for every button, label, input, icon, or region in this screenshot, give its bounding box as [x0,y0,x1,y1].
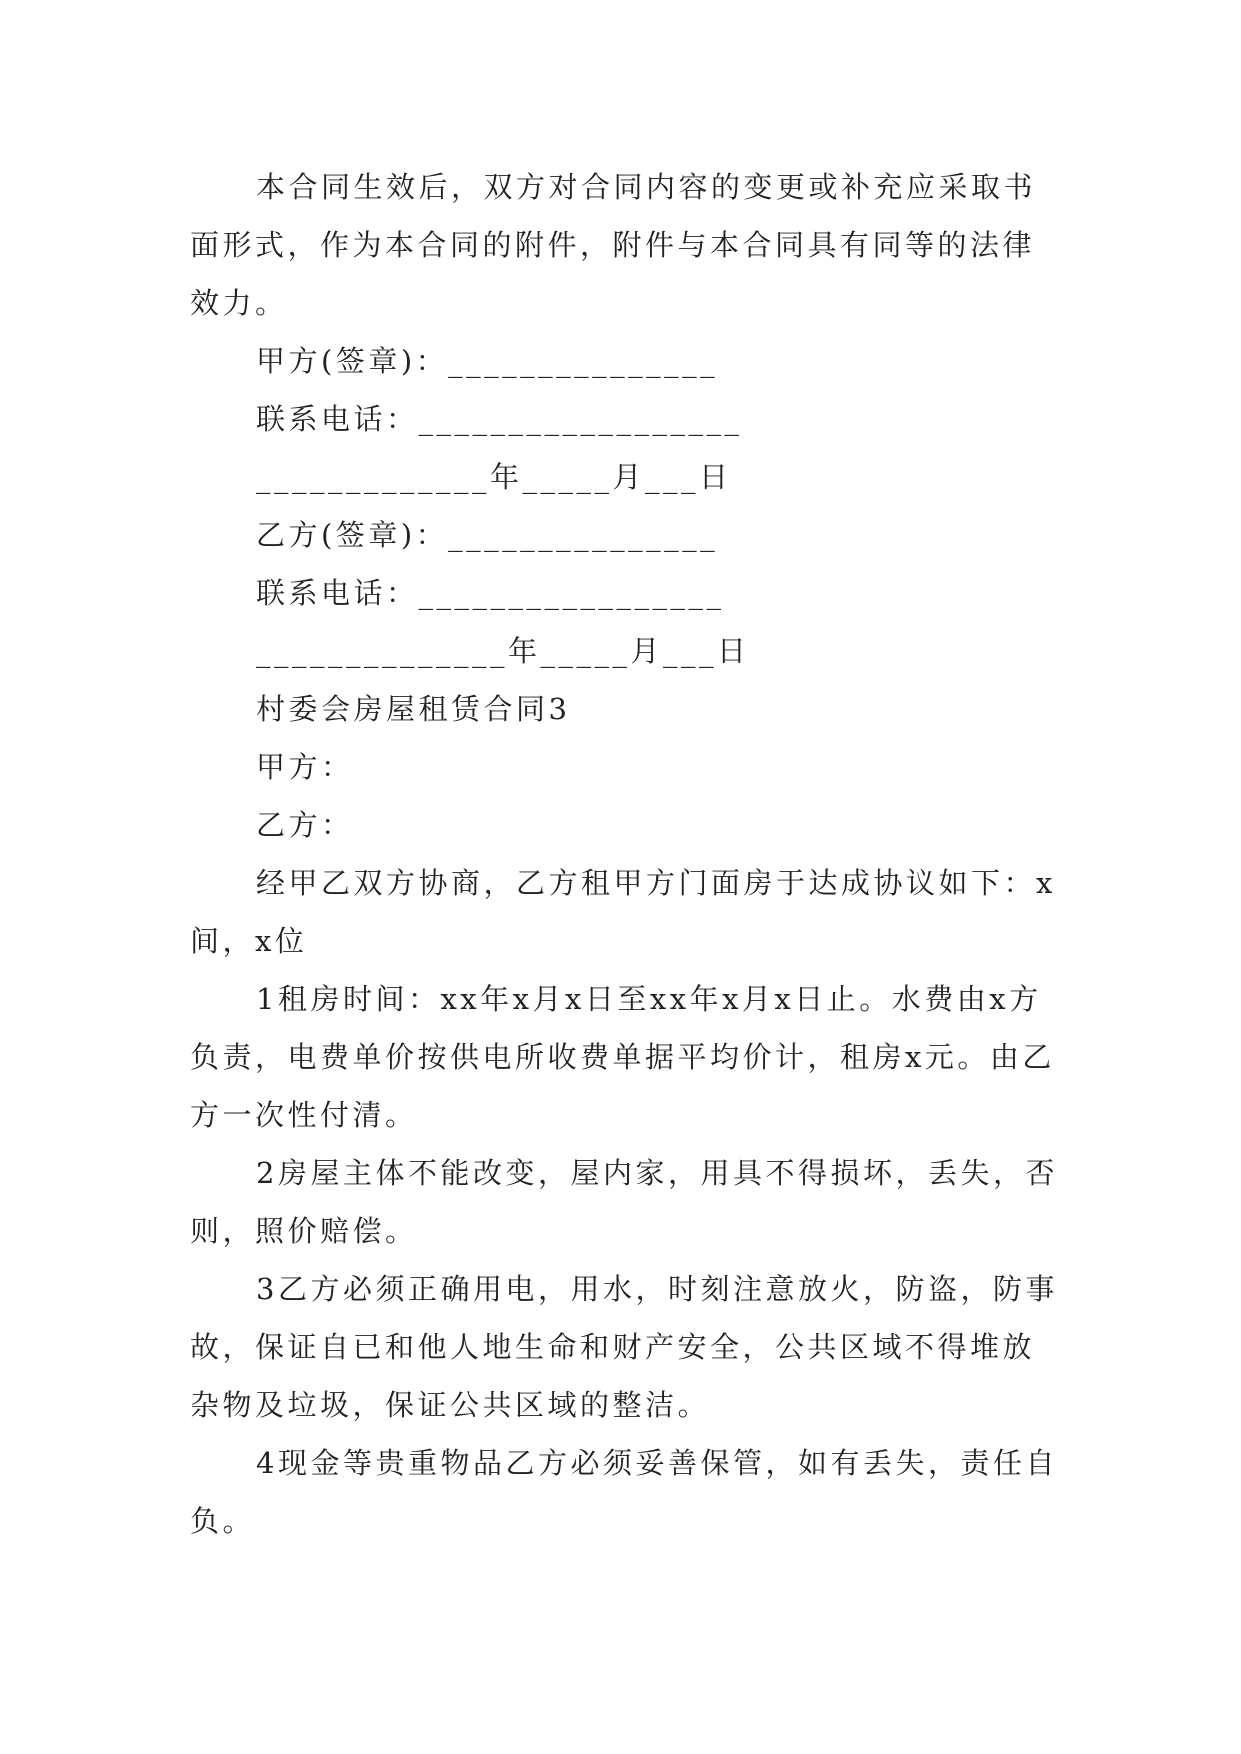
party-a-date-line: _____________年_____月___日 [256,460,732,494]
document-body [190,158,1060,1550]
clause-4: 4现金等贵重物品乙方必须妥善保管，如有丢失，责任自负。 [190,1446,1058,1538]
contract-3-title: 村委会房屋租赁合同3 [256,692,571,726]
party-b-label: 乙方： [256,808,354,842]
party-a-label: 甲方： [256,750,354,784]
paragraph-contract-effect: 本合同生效后，双方对合同内容的变更或补充应采取书面形式，作为本合同的附件，附件与本合同具有同等的法律效力。 [190,170,1037,320]
party-b-phone-line: 联系电话：_________________ [256,576,725,610]
party-b-date-line: ______________年_____月___日 [256,634,750,668]
party-a-signature-line: 甲方(签章)：_______________ [256,344,719,378]
party-b-signature-line: 乙方(签章)：_______________ [256,518,719,552]
party-a-phone-line: 联系电话：__________________ [256,402,743,436]
clause-1: 1租房时间：xx年x月x日至xx年x月x日止。水费由x方负责，电费单价按供电所收费单据平均价计，租房x元。由乙方一次性付清。 [190,982,1055,1132]
clause-2: 2房屋主体不能改变，屋内家，用具不得损坏，丢失，否则，照价赔偿。 [190,1156,1058,1248]
paragraph-intro: 经甲乙双方协商，乙方租甲方门面房于达成协议如下：x间，x位 [190,866,1056,958]
clause-3: 3乙方必须正确用电，用水，时刻注意放火，防盗，防事故，保证自已和他人地生命和财产安全，公共区域不得堆放杂物及垃圾，保证公共区域的整洁。 [190,1272,1058,1422]
